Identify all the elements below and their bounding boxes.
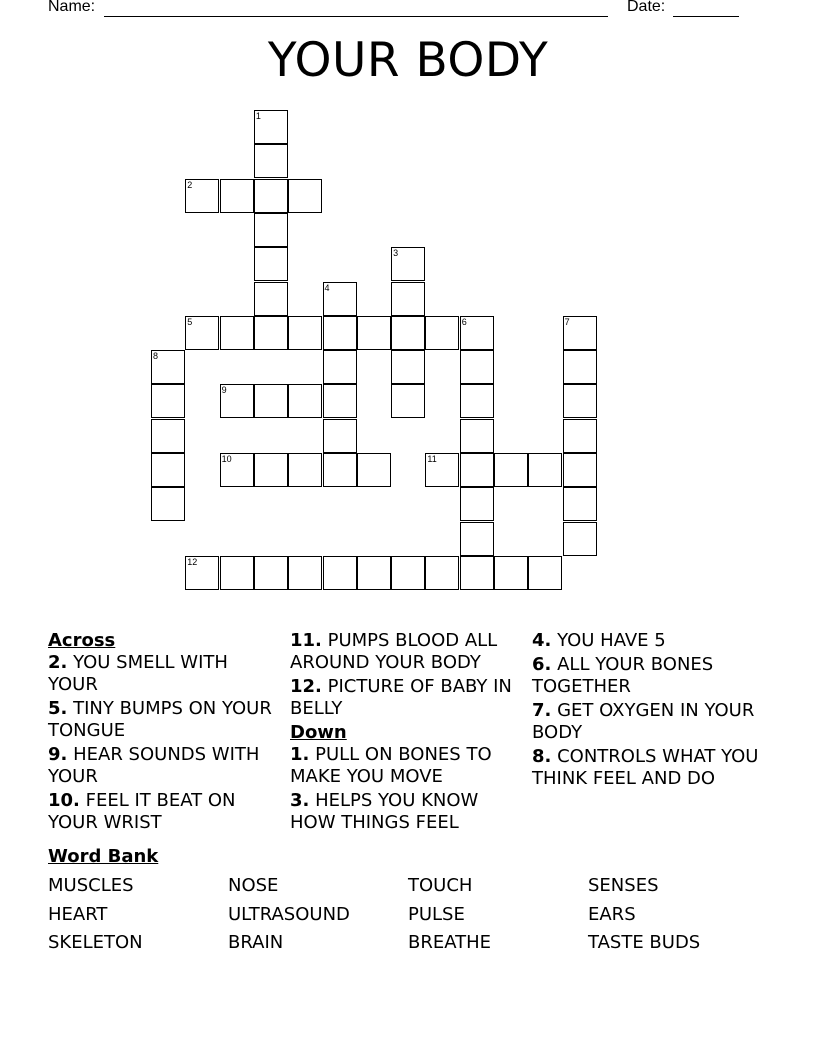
grid-cell[interactable] [460, 453, 494, 487]
down-heading: Down [290, 722, 347, 743]
grid-cell[interactable] [357, 453, 391, 487]
grid-cell[interactable] [323, 556, 357, 590]
grid-cell[interactable] [185, 556, 219, 590]
grid-cell[interactable] [323, 316, 357, 350]
grid-cell[interactable] [357, 556, 391, 590]
grid-cell[interactable] [391, 282, 425, 316]
grid-cell[interactable] [220, 179, 254, 213]
grid-cell[interactable] [254, 247, 288, 281]
grid-cell[interactable] [323, 419, 357, 453]
word-bank-word: SKELETON [48, 932, 143, 953]
grid-cell[interactable] [254, 144, 288, 178]
clue-number: 10 [221, 454, 232, 464]
clue-down-4: 4. YOU HAVE 5 [532, 630, 666, 651]
grid-cell[interactable] [391, 384, 425, 418]
grid-cell[interactable] [460, 419, 494, 453]
grid-cell[interactable] [254, 213, 288, 247]
grid-cell[interactable] [494, 453, 528, 487]
grid-cell[interactable] [528, 556, 562, 590]
clue-across-5: 5. TINY BUMPS ON YOUR TONGUE [48, 698, 272, 741]
clue-down-7: 7. GET OXYGEN IN YOUR BODY [532, 700, 755, 743]
grid-cell[interactable] [151, 419, 185, 453]
grid-cell[interactable] [460, 487, 494, 521]
clue-number: 12 [187, 556, 198, 567]
clue-number: 6 [461, 316, 467, 327]
word-bank-word: TASTE BUDS [588, 932, 701, 953]
date-label: Date: [627, 0, 666, 15]
clue-number: 11 [427, 454, 437, 464]
clue-number: 2 [187, 179, 193, 190]
clue-down-8: 8. CONTROLS WHAT YOU THINK FEEL AND DO [532, 746, 759, 789]
word-bank-word: NOSE [228, 875, 279, 896]
grid-cell[interactable] [460, 556, 494, 590]
word-bank-word: SENSES [588, 875, 659, 896]
grid-cell[interactable] [220, 453, 254, 487]
grid-cell[interactable] [323, 384, 357, 418]
grid-cell[interactable] [391, 316, 425, 350]
grid-cell[interactable] [357, 316, 391, 350]
clue-column-3 [532, 630, 762, 792]
grid-cell[interactable] [391, 247, 425, 281]
grid-cell[interactable] [220, 384, 254, 418]
grid-cell[interactable] [151, 487, 185, 521]
word-bank-word: PULSE [408, 904, 465, 925]
clue-number: 4 [324, 282, 330, 293]
grid-cell[interactable] [425, 556, 459, 590]
clue-number: 1 [255, 111, 261, 121]
grid-cell[interactable] [323, 453, 357, 487]
clue-number: 8 [153, 351, 159, 362]
word-bank-title: Word Bank [48, 846, 159, 867]
grid-cell[interactable] [288, 179, 322, 213]
clue-column-2 [290, 630, 520, 836]
word-bank-word: BRAIN [228, 932, 284, 953]
clue-number: 9 [221, 385, 227, 396]
across-heading: Across [48, 630, 116, 651]
word-bank-word: HEART [48, 904, 108, 925]
grid-cell[interactable] [254, 556, 288, 590]
clue-across-10: 10. FEEL IT BEAT ON YOUR WRIST [48, 790, 236, 833]
grid-cell[interactable] [563, 384, 597, 418]
grid-cell[interactable] [563, 487, 597, 521]
grid-cell[interactable] [288, 316, 322, 350]
clue-down-6: 6. ALL YOUR BONES TOGETHER [532, 654, 714, 697]
word-bank-word: TOUCH [408, 875, 473, 896]
word-bank-word: MUSCLES [48, 875, 134, 896]
grid-cell[interactable] [254, 179, 288, 213]
word-bank-word: ULTRASOUND [228, 904, 350, 925]
grid-cell[interactable] [254, 282, 288, 316]
grid-cell[interactable] [151, 350, 185, 384]
clue-column-1 [48, 630, 278, 836]
grid-cell[interactable] [220, 316, 254, 350]
clue-down-1: 1. PULL ON BONES TO MAKE YOU MOVE [290, 744, 492, 787]
grid-cell[interactable] [425, 453, 459, 487]
grid-cell[interactable] [391, 556, 425, 590]
grid-cell[interactable] [151, 453, 185, 487]
grid-cell[interactable] [323, 350, 357, 384]
grid-cell[interactable] [220, 556, 254, 590]
grid-cell[interactable] [254, 110, 288, 144]
clue-across-2: 2. YOU SMELL WITH YOUR [48, 652, 228, 695]
grid-cell[interactable] [494, 556, 528, 590]
grid-cell[interactable] [563, 350, 597, 384]
clue-down-3: 3. HELPS YOU KNOW HOW THINGS FEEL [290, 790, 479, 833]
grid-cell[interactable] [460, 522, 494, 556]
grid-cell[interactable] [563, 522, 597, 556]
clue-number: 3 [393, 248, 399, 259]
grid-cell[interactable] [288, 384, 322, 418]
clue-across-11: 11. PUMPS BLOOD ALL AROUND YOUR BODY [290, 630, 498, 673]
grid-cell[interactable] [254, 453, 288, 487]
grid-cell[interactable] [460, 316, 494, 350]
word-bank-word: EARS [588, 904, 636, 925]
clue-across-9: 9. HEAR SOUNDS WITH YOUR [48, 744, 260, 787]
grid-cell[interactable] [528, 453, 562, 487]
grid-cell[interactable] [391, 350, 425, 384]
grid-cell[interactable] [563, 453, 597, 487]
grid-cell[interactable] [563, 419, 597, 453]
clue-number: 7 [564, 316, 570, 327]
clue-across-12: 12. PICTURE OF BABY IN BELLY [290, 676, 512, 719]
word-bank-word: BREATHE [408, 932, 492, 953]
grid-cell[interactable] [460, 384, 494, 418]
page-title: YOUR BODY [267, 33, 549, 88]
grid-cell[interactable] [288, 556, 322, 590]
grid-cell[interactable] [254, 316, 288, 350]
grid-cell[interactable] [460, 350, 494, 384]
grid-cell[interactable] [563, 316, 597, 350]
grid-cell[interactable] [151, 384, 185, 418]
clue-number: 5 [187, 316, 193, 327]
grid-cell[interactable] [425, 316, 459, 350]
grid-cell[interactable] [185, 179, 219, 213]
grid-cell[interactable] [254, 384, 288, 418]
grid-cell[interactable] [185, 316, 219, 350]
grid-cell[interactable] [288, 453, 322, 487]
grid-cell[interactable] [323, 282, 357, 316]
name-label: Name: [48, 0, 96, 15]
